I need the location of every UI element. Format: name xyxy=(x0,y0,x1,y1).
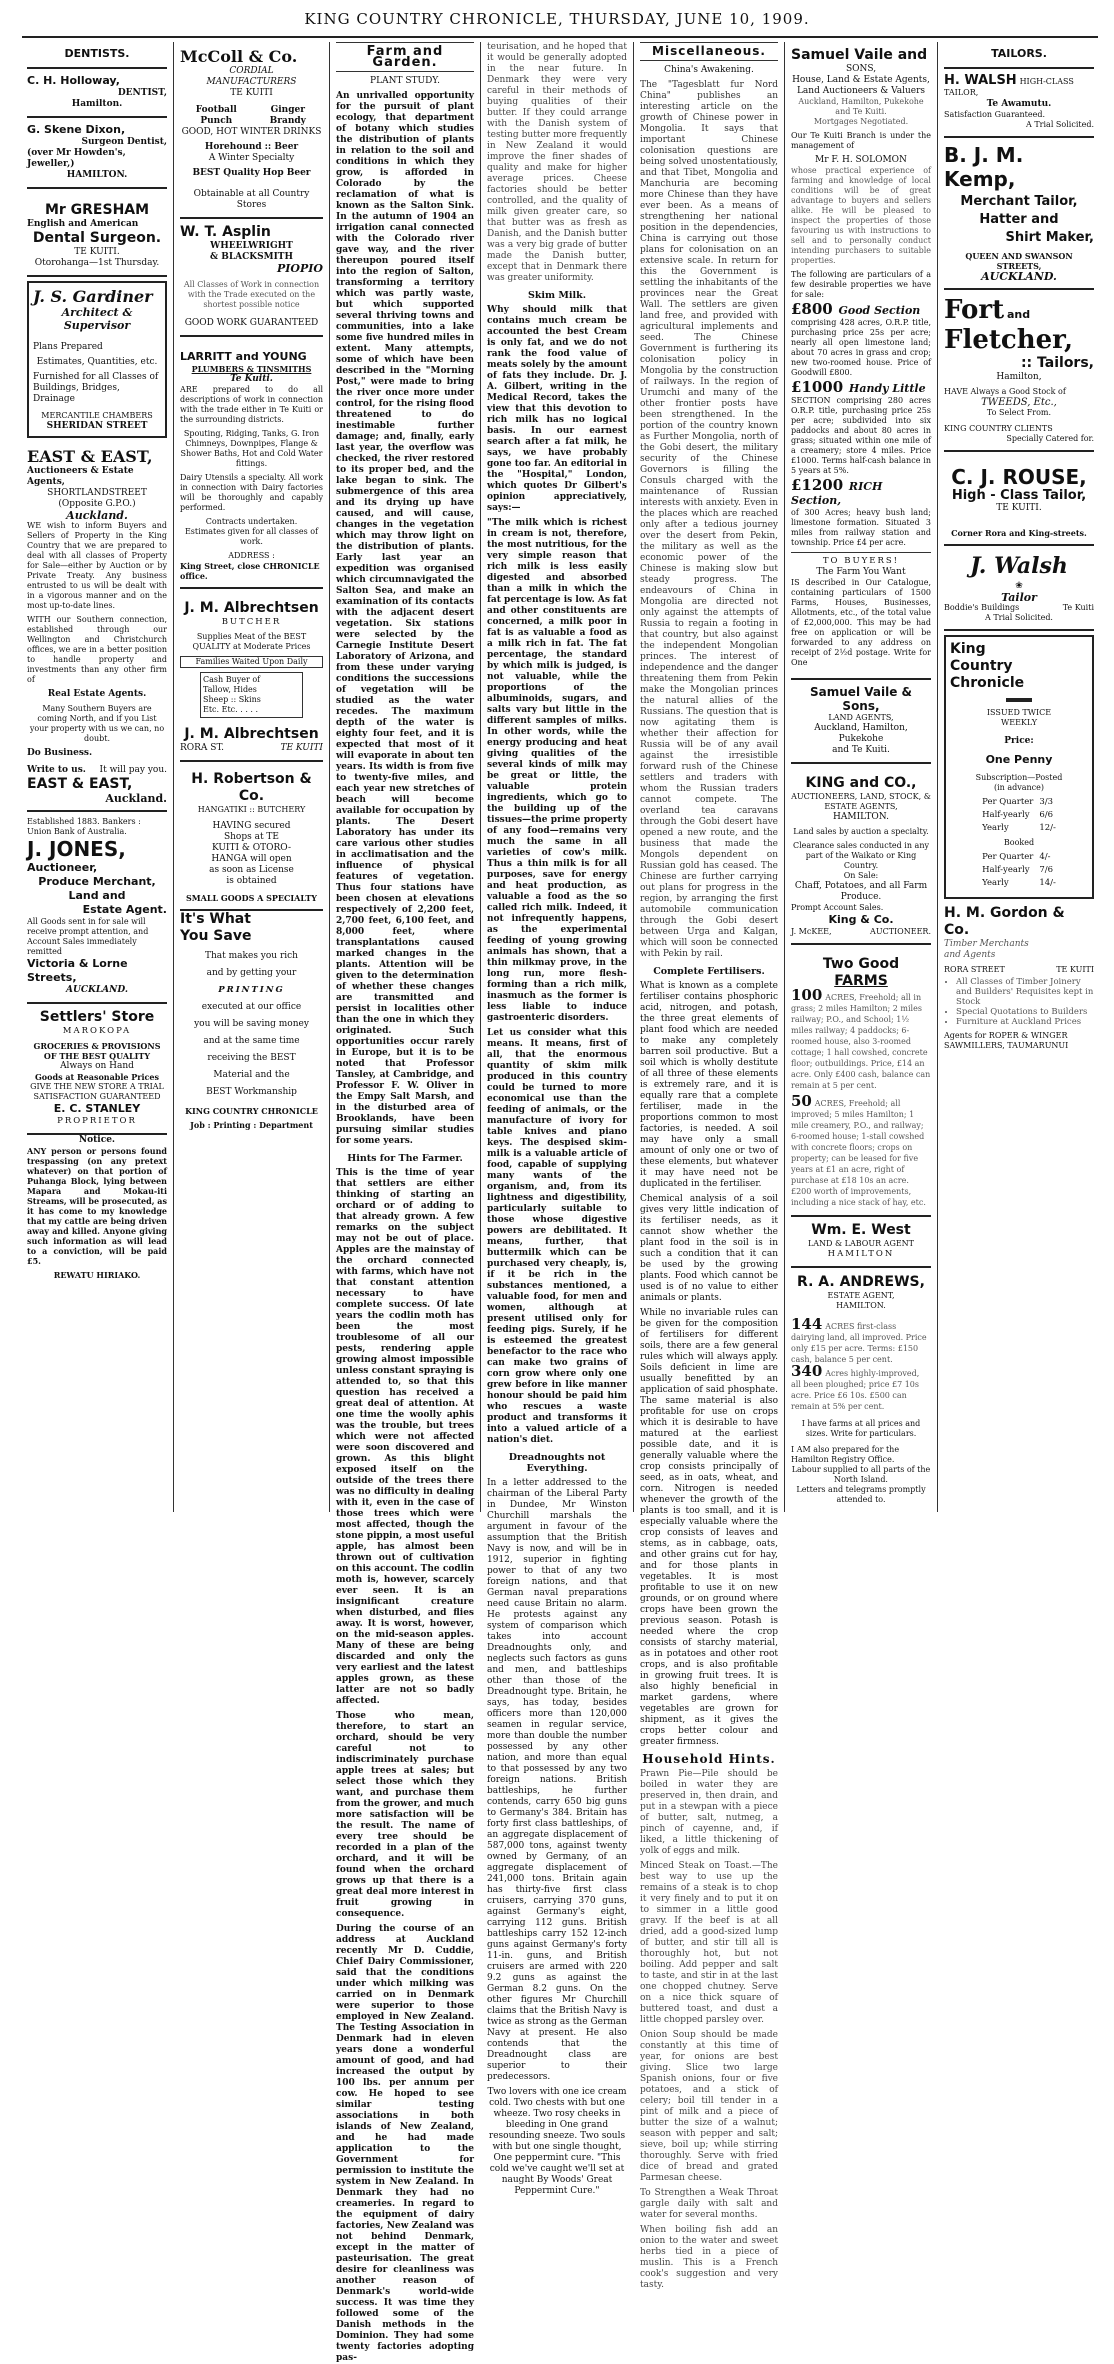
ad-rouse: C. J. ROUSE, High - Class Tailor, TE KUITI. Corner Rora and King-streets. xyxy=(944,452,1094,546)
column-divider xyxy=(937,42,938,1512)
ad-fort-fletcher: Fort and Fletcher, :: Tailors, Hamilton, HAVE Always a Good Stock of TWEEDS, Etc., To Select From. KING COUNTRY CLIENTS Specially Catered for. xyxy=(944,290,1094,452)
article-body: The "Tagesblatt fur Nord China" publishes an interesting article on the growth of Chinese power in Mongolia. It says that important Chinese colonisation questions are being solved unostentatiously, and that Tibet, Mongolia and Manchuria are becoming more Chinese than they have ever been. As a means of strengthening her national position in the dependencies, China is carrying out those plans for colonisation on an extensive scale. In return for this the Government is settling the inhabitants of the provinces near the Great Wall. The settlers are given land free, and provided with agricultural implements and seed. The Chinese Government is furthering its colonisation policy in Mongolia by the construction of railways. In the region of Urumchi and many of the other frontier posts have been strengthened. In the portion of the country known as Further Mongolia, north of the Gobi desert, the military security of the Chinese Governors is filling the Consuls charged with the maintenance of Russian interests with anxiety. Even in the places which are reached only after a tedious journey over the desert from Pekin, the military as well as the economic power of the Chinese is making slow but steady progress. The endeavours of China in Mongolia are directed not only against the attempts of Russia to regain a footing in that country, but also against the independent Mongolian princes. The interest of independence and the danger threatening them from Pekin make the Mongolian princes the natural allies of the Russians. The question that is now agitating them is whether their affection for Russia will be of any avail against the irresistible forward rush of the Chinese settlers and traders with whom the Russian traders cannot compete. The overland tea caravans through the Gobi desert have opened a new route, and the business that made the Mongols dependent on Russian gold has ceased. The Chinese are further carrying out plans for progress in the region, by arranging the first automobile communication through the Gobi desert between Urga and Kalgan, which will soon be connected with Pekin by rail. xyxy=(640,80,778,959)
article-heading: Complete Fertilisers. xyxy=(653,966,765,977)
masthead: KING COUNTRY CHRONICLE, THURSDAY, JUNE 10, 1909. xyxy=(304,10,810,28)
ad-two-good-farms: Two Good FARMS 100 ACRES, Freehold; all in grass; 2 miles Hamilton; 2 miles railway; P.O., and School; 1½ miles railway; 4 paddocks; 6-roomed house, also 3-roomed cottage; 1 hall cowshed, concrete floor; outbuildings. Price, £14 an acre. Only £400 cash, balance can remain at 5 per cent. 50 ACRES, Freehold; all improved; 5 miles Hamilton; 1 mile creamery, P.O., and railway; 6-roomed house; 1-stall cowshed with concrete floors; crops on property; can be leased for five years at £1 an acre, right of purchase at £18 10s an acre. £200 worth of improvements, including a nice stack of hay, etc. xyxy=(791,945,931,1217)
article-body: Onion Soup should be made constantly at this time of year, for onions are best giving. Slice two large Spanish onions, four or five potatoes, and a stick of celery; boil till tender in a pint of milk and a piece of butter the size of a walnut; season with pepper and salt; sieve, boil up; while stirring thoroughly. Serve with fried dice of bread and grated Parmesan cheese. xyxy=(640,2030,778,2183)
article-body: To Strengthen a Weak Throat gargle daily with salt and water for several months. xyxy=(640,2188,778,2220)
ad-asplin: W. T. Asplin WHEELWRIGHT & BLACKSMITH PIOPIO All Classes of Work in connection with the Trade executed on the shortest possible notice GOOD WORK GUARANTEED xyxy=(180,219,323,337)
article-body: Prawn Pie—Pile should be boiled in water they are preserved in, then drain, and put in a stewpan with a piece of butter, salt, nutmeg, a pinch of cayenne, and, if liked, a little thickening of yolk of eggs and milk. xyxy=(640,1769,778,1856)
article-body: What is known as a complete fertiliser contains phosphoric acid, nitrogen, and potash, the three great elements of plant food which are needed to make any completely barren soil productive. But a soil which is wholly destitute of all three of these elements is extremely rare, and it is equally rare that a complete fertiliser, made in the proportions common to most factories, is needed. A soil may have only a small amount of only one or two of these elements, but whatever it may have need not be duplicated in the fertiliser. xyxy=(640,981,778,1189)
article-heading: Hints for The Farmer. xyxy=(347,1153,463,1164)
section-title: Farm and Garden. xyxy=(336,42,474,72)
article-body: While no invariable rules can be given for the composition of fertilisers for different soils, there are a few general rules which will always apply. Soils deficient in lime are usually benefitted by an application of said phosphate. The same material is also profitable for use on crops which it is desirable to have matured at the earliest possible date, and it is generally valuable where the crop consists principally of seed, as in oats, wheat, and corn. Nitrogen is needed whenever the growth of the plants is too small, and it is especially valuable where the crop consists of leaves and stems, as in cabbage, oats, and other grains cut for hay, and for those plants in vegetables. It is most profitable to use it on new grounds, or on ground where crops have been grown the previous season. Potash is needed where the crop consists of starchy material, as in potatoes and other root crops, and is also profitable in growing fruit trees. It is also highly beneficial in market gardens, where vegetables are grown for shipment, as it gives the crops better colour and greater firmness. xyxy=(640,1308,778,1747)
article-body: teurisation, and he hoped that it would be generally adopted in the near future. In Denmark they were very careful in their methods of buying qualities of their butter. If they could arrange with the Danish system of testing butter more frequently in New Zealand it would improve the finer shades of quality and make for higher average prices. Cheese factories should be better controlled, and the quality of milk given greater care, so that butter was as fresh as Danish, and the Danish butter was a very big grade of butter made the Danish butter, except that in Denmark there was greater uniformity. xyxy=(487,42,627,283)
column-7 xyxy=(939,42,1099,1512)
dentists-header: DENTISTS. xyxy=(27,42,167,69)
column-3 xyxy=(331,42,479,2363)
ad-mccoll: McColl & Co. CORDIAL MANUFACTURERS TE KUITI Football Punch Ginger Brandy GOOD, HOT WINTER DRINKS Horehound :: Beer A Winter Specialty BEST Quality Hop Beer Obtainable at all Country Stores xyxy=(180,42,323,219)
ad-chronicle-subscription: King Country Chronicle ISSUED TWICE WEEKLY Price: One Penny Subscription—Posted (in advance) Per Quarter 3/3 Half-yearly 6/6 Yearly 12/- Booked Per Quarter 4/- Half-yearly 7/6 Yearly 14/- xyxy=(944,635,1094,899)
ad-jones: Established 1883. Bankers : Union Bank of Australia. J. JONES, Auctioneer, Produce Merchant, Land and Estate Agent. All Goods sent in for sale will receive prompt attention, and Account Sales immediately remitted Victoria & Lorne Streets, AUCKLAND. xyxy=(27,812,167,1004)
crest-icon: ❀ xyxy=(1015,581,1023,591)
subscription-table: Per Quarter 4/- Half-yearly 7/6 Yearly 14/- xyxy=(982,852,1056,888)
ad-king-and-co: KING and CO., AUCTIONEERS, LAND, STOCK, & ESTATE AGENTS, HAMILTON. Land sales by auction a specialty. Clearance sales conducted in any part of the Waikato or King Country. On Sale: Chaff, Potatoes, and all Farm Produce. Prompt Account Sales. King & Co. J. McKEE, AUCTIONEER. xyxy=(791,764,931,945)
article-body: In a letter addressed to the chairman of the Liberal Party in Dundee, Mr Winston Churchill marshals the argument in favour of the assumption that the British Navy is now, and will be in 1912, superior in fighting power to that of any two foreign nations, and that German naval preparations need cause Britain no alarm. He protests against any system of comparison which takes into account Dreadnoughts only, and neglects such factors as guns and men, and battleships other than those of the Dreadnought type. Britain, he says, has today, besides officers more than 120,000 seamen in regular service, more than double the number possessed by any other nation, and more than equal to that possessed by any two foreign nations. British battleships, he further contends, carry 650 big guns to Germany's 384. Britain has forty first class battleships, of an aggregate displacement of 587,000 tons, against twenty owned by Germany, of an aggregate displacement of 241,000 tons. Britain again has thirty-five first class cruisers, carrying 370 guns, against Germany's eight, carrying 112 guns. British battleships carry 152 12-inch guns against Germany's forty 11-in. guns, and British cruisers are armed with 220 9.2 guns as against the German 8.2 guns. On the other figures Mr Churchill claims that the British Navy is twice as strong as the German Navy at present. He also contends that the Dreadnought class are superior to their predecessors. xyxy=(487,1478,627,2082)
ad-gardiner: J. S. Gardiner Architect & Supervisor Plans Prepared Estimates, Quantities, etc. Furnished for all Classes of Buildings, Bridges, Drainage MERCANTILE CHAMBERS SHERIDAN STREET xyxy=(27,281,167,438)
article-body: Why should milk that contains much cream be accounted the best Cream is only fat, and we do not rank the food value of meats solely by the amount of fats they include. Dr. J. A. Gilbert, writing in the Medical Record, takes the view that this devotion to rich milk has no logical basis. In our earnest search after a fat milk, he says, we have probably gone too far. An editorial in the "Hospital," London, which quotes Dr Gilbert's opinion appreciatively, says:— xyxy=(487,305,627,513)
ad-gordon: H. M. Gordon & Co. Timber Merchants and Agents RORA STREET TE KUITI • All Classes of Timber Joinery and Builders' Requisites kept in Stock • Special Quotations to Builders • Furniture at Auckland Prices Agents for ROPER & WINGER SAWMILLERS, TAUMARUNUI xyxy=(944,905,1094,1051)
ad-larritt-young: LARRITT and YOUNG PLUMBERS & TINSMITHS Te Kuiti. ARE prepared to do all descriptions of work in connection with the trade either in Te Kuiti or the surrounding districts. Spouting, Ridging, Tanks, G. Iron Chimneys, Downpipes, Flange & Shower Baths, Hot and Cold Water fittings. Dairy Utensils a specialty. All work in connection with Dairy factories will be thoroughly and capably performed. Contracts undertaken. Estimates given for all classes of work. ADDRESS : King Street, close CHRONICLE office. xyxy=(180,337,323,589)
column-divider xyxy=(480,42,481,1512)
article-heading: Household Hints. xyxy=(642,1752,776,1766)
ad-dixon: G. Skene Dixon, Surgeon Dentist, (over Mr Howden's, Jeweller,) HAMILTON. xyxy=(27,118,167,189)
article-body: Those who mean, therefore, to start an orchard, should be very careful not to indiscriminately purchase apple trees at sales; but select those which they want, and purchase them from the grower, and much more satisfaction will be the result. The name of every tree should be recorded in a plan of the orchard, and it will be found when the orchard grows up that there is a great deal more interest in fruit growing in consequence. xyxy=(336,1711,474,1919)
column-4 xyxy=(482,42,632,2196)
column-5 xyxy=(635,42,783,2290)
article-heading: China's Awakening. xyxy=(664,65,754,75)
ad-holloway: C. H. Holloway, DENTIST, Hamilton. xyxy=(27,69,167,118)
ad-samuel-vaile-sons: Samuel Vaile & Sons, LAND AGENTS, Auckland, Hamilton, Pukekohe and Te Kuiti. xyxy=(791,680,931,764)
article-body: Let us consider what this means. It means, first of all, that the enormous quantity of skim milk produced in this country could be turned to more economical use than the feeding of animals, or the manufacture of ivory for table knives and piano keys. The despised skim-milk is a valuable article of food, capable of supplying many wants of the organism, and, from its lightness and digestibility, particularly suitable to those whose digestive powers are debilitated. It means, further, that buttermilk which can be purchased very cheaply, is, if it be rich in the substances mentioned, a valuable food, for men and women, although at present utilised only for feeding pigs. Surely, if he is esteemed the greatest benefactor to the race who can make two grains of corn grow where only one grew before in like manner honour should be paid him who rescues a waste product and transforms it into a valued article of a nation's diet. xyxy=(487,1028,627,1445)
article-body: Two lovers with one ice cream cold. Two chests with but one wheeze. Two rosy cheeks in bleeding in One grand resounding sneeze. Two souls with but one single thought, One peppermint cure. "This cold we've caught we'll set at naught By Woods' Great Peppermint Cure." xyxy=(487,2087,627,2196)
article-heading: PLANT STUDY. xyxy=(370,76,440,86)
column-2 xyxy=(175,42,328,1512)
ad-andrews: R. A. ANDREWS, ESTATE AGENT, HAMILTON. 144 ACRES first-class dairying land, all improved. Price only £15 per acre. Terms: £150 cash, balance 5 per cent. 340 Acres highly-improved, all been ploughed; price £7 10s acre. Price £6 10s. £500 can remain at 5% per cent. I have farms at all prices and sizes. Write for particulars. I AM also prepared for the Hamilton Registry Office. Labour supplied to all parts of the North Island. Letters and telegrams promptly attended to. xyxy=(791,1274,931,1504)
article-body: An unrivalled opportunity for the pursuit of plant ecology, that department of botany which studies the distribution of plants in relation to the soil and conditions in which they grow, is afforded in Colorado by the reclamation of what is known as the Salton Sink. In the autumn of 1904 an irrigation canal connected with the Colorado river gave way, and the river thereupon poured itself into the region of Salton, transforming a territory which was partly waste, but which supported several thriving towns and communities, into a lake some five hundred miles in extent. Many attempts, some of which have been described in the "Morning Post," were made to bring the river once more under control, for the rising flood threatened to do inestimable further damage; and, finally, early last year, the overflow was checked, the river restored to its proper bed, and the lake began to sink. The submergence of this area and its drying up have caused, and will cause, changes in the vegetation which may throw light on the distribution of plants. Early last year an expedition was organised which circumnavigated the Salton Sea, and make an examination of its contacts with the adjacent desert vegetation. Six stations were selected by the Carnegie Institute Desert Laboratory of Arizona, and from these under varying conditions the successions of vegetation will be studied as the water recedes. The maximum depth of the water is eighty four feet, and it is expected that most of it will evaporate in about ten years. Its width is from five to twenty-five miles, and each year new stretches of beach will become available for occupation by plants. The Desert Laboratory has under its care various other studies in acclimatisation and the influence of physical features of vegetation. Thus four stations have been chosen at elevations respectively of 2,200 feet, 2,700 feet, 6,100 feet, and 8,000 feet, where transplantations caused marked changes in the plants. Attention will be given to the determination of whether these changes are transmitted and persist in localities other than the one in which they originated. Such opportunities occur rarely in Europe, but it is to be noted that Professor Tansley, at Cambridge, and Professor F. W. Oliver in the Empy Salt Marsh, and in the disturbed area of Brooklands, have been pursuing similar studies for some years. xyxy=(336,91,474,1146)
article-body: When boiling fish add an onion to the water and sweet herbs tied in a piece of muslin. This is a French cook's suggestion and very tasty. xyxy=(640,2225,778,2290)
article-body: Chemical analysis of a soil gives very little indication of its fertiliser needs, as it cannot show whether the plant food in the soil is in such a condition that it can be used by the growing plants. Food which cannot be used is of no value to either animals or plants. xyxy=(640,1194,778,1303)
article-body: This is the time of year that settlers are either thinking of starting an orchard or of adding to that already grown. A few remarks on the subject may not be out of place. Apples are the mainstay of the orchard connected with farms, which have not that constant attention necessary to have complete success. Of late years the codlin moth has been the most troublesome of all our pests, rendering apple growing almost impossible unless constant spraying is attended to, so that this question has received a great deal of attention. At one time the woolly aphis was the trouble, but trees which were not affected were soon discovered and grown. As this blight exposed itself on the outside of the trees there was no difficulty in dealing with it, even in the case of those trees which were most affected, though the stone pippin, a most useful apple, has almost been thrown out of cultivation on this account. The codlin moth is, however, scarcely ever seen. It is an insignificant creature when disturbed, and flies away. It is worst, however, on the mid-season apples. Many of these are being discarded and only the very earliest and the latest apples grown, as these latter are not so badly affected. xyxy=(336,1168,474,1706)
ad-east-and-east: EAST & EAST, Auctioneers & Estate Agents, SHORTLANDSTREET (Opposite G.P.O.) Auckland. WE wish to inform Buyers and Sellers of Property in the King Country that we are prepared to deal with all classes of Property for Sale—either by Auction or by Private Treaty. Any business entrusted to us will be dealt with in a vigorous manner and on the most up-to-date lines. WITH our Southern connection, established through our Wellington and Christchurch offices, we are in a better position to handle property and investments than any other firm of Real Estate Agents. Many Southern Buyers are coming North, and if you List your property with us we can, no doubt. Do Business. Write to us. It will pay you. EAST & EAST, Auckland. xyxy=(27,442,167,812)
ad-j-walsh: J. Walsh ❀ Tailor Boddie's Buildings Te Kuiti A Trial Solicited. xyxy=(944,546,1094,631)
ad-settlers-store: Settlers' Store MAROKOPA GROCERIES & PROVISIONS OF THE BEST QUALITY Always on Hand Goods at Reasonable Prices GIVE THE NEW STORE A TRIAL SATISFACTION GUARANTEED E. C. STANLEY PROPRIETOR xyxy=(27,1004,167,1135)
tailors-header: TAILORS. xyxy=(944,42,1094,69)
section-title: Miscellaneous. xyxy=(640,42,778,61)
ad-robertson: H. Robertson & Co. HANGATIKI :: BUTCHERY HAVING secured Shops at TE KUITI & OTORO- HANGA will open as soon as License is obtained SMALL GOODS A SPECIALTY xyxy=(180,762,323,911)
article-body: Minced Steak on Toast.—The best way to use up the remains of a steak is to chop it very finely and to put it on to simmer in a little good gravy. If the beef is at all dried, add a good-sized lump of butter, and stir till all is thoroughly hot, but not boiling. Add pepper and salt to taste, and stir in at the last one chopped chutney. Serve on a nice thick square of buttered toast, and dust a little chopped parsley over. xyxy=(640,1861,778,2025)
ad-printing: It's What You Save That makes you rich and by getting your PRINTING executed at our office you will be saving money and at the same time receiving the BEST Material and the BEST Workmanship KING COUNTRY CHRONICLE Job : Printing : Department xyxy=(180,911,318,1130)
ad-samuel-vaile: Samuel Vaile and SONS, House, Land & Estate Agents, Land Auctioneers & Valuers Auckland, Hamilton, Pukekohe and Te Kuiti. Mortgages Negotiated. Our Te Kuiti Branch is under the management of Mr F. H. SOLOMON whose practical experience of farming and knowledge of local conditions will be of great advantage to buyers and sellers alike. He will be pleased to inspect the properties of those favouring us with instructions to sell and to personally conduct intending purchasers to suitable properties. The following are particulars of a few desirable properties we have for sale: £800 Good Section comprising 428 acres, O.R.P. title, purchasing price 25s per acre; nearly all open limestone land; about 70 acres in grass and crop; new two-roomed house. Price of Goodwill £800. £1000 Handy Little SECTION comprising 280 acres O.R.P. title, purchasing price 25s per acre; subdivided into six paddocks and about 80 acres in grass; situated within one mile of a creamery; store 4 miles. Price £1000. Terms half-cash balance in 5 years at 5%. £1200 RICH Section, of 300 Acres; heavy bush land; limestone formation. Situated 3 miles from railway station and township. Price £4 per acre. TO BUYERS! The Farm You Want IS described in Our Catalogue, containing particulars of 1500 Farms, Houses, Businesses, Allotments, etc., of the total value of £2,000,000. This may be had free on application or will be forwarded to any address on receipt of 2½d postage. Write for One xyxy=(791,42,931,680)
ad-kemp: B. J. M. Kemp, Merchant Tailor, Hatter and Shirt Maker, QUEEN AND SWANSON STREETS, AUCKLAND. xyxy=(944,138,1094,290)
column-1 xyxy=(22,42,172,1512)
ad-west: Wm. E. West LAND & LABOUR AGENT HAMILTON xyxy=(791,1217,931,1268)
article-heading: Skim Milk. xyxy=(527,290,587,301)
masthead-rule xyxy=(22,36,1098,38)
ad-gresham: Mr GRESHAM English and American Dental Surgeon. TE KUITI. Otorohanga—1st Thursday. xyxy=(27,189,167,277)
column-divider xyxy=(329,42,330,1512)
column-divider xyxy=(633,42,634,1512)
column-divider xyxy=(173,42,174,1512)
ad-albrechtsen: J. M. Albrechtsen BUTCHER Supplies Meat of the BEST QUALITY at Moderate Prices Families Waited Upon Daily Cash Buyer of Tallow, Hides Sheep :: Skins Etc. Etc. . . . . J. M. Albrechtsen RORA ST. TE KUITI xyxy=(180,589,323,762)
article-body: During the course of an address at Auckland recently Mr D. Cuddie, Chief Dairy Commissioner, said that the conditions under which milking was carried on in Denmark were superior to those employed in New Zealand. The Testing Association in Denmark had in eleven years done a wonderful amount of good, and had increased the output by 100 lbs. per annum per cow. He hoped to see similar testing associations in both islands of New Zealand, and he had made application to the Government for permission to institute the system in New Zealand. In Denmark they had no creameries. In regard to the equipment of dairy factories, New Zealand was not behind Denmark, except in the matter of pasteurisation. The great desire for cleanliness was another reason of Denmark's world-wide success. It was time they followed some of the Danish methods in the Dominion. They had some twenty factories adopting pas- xyxy=(336,1924,474,2363)
article-heading: Dreadnoughts not Everything. xyxy=(508,1452,606,1474)
ad-h-walsh: H. WALSH HIGH-CLASS TAILOR, Te Awamutu. Satisfaction Guaranteed. A Trial Solicited. xyxy=(944,69,1094,138)
article-body: "The milk which is richest in cream is not, therefore, the most nutritious, for the very simple reason that rich milk is less easily digested and absorbed than a milk in which the fat percentage is low. As fat and other constituents are concerned, a milk poor in fat is as valuable a food as a milk rich in fat. The fat percentage, the standard by which milk is judged, is not valuable, while the proportions of the albuminoids, sugars, and salts vary but little in the different samples of milks. In other words, while the energy producing and heat giving qualities of the several kinds of milk may be great or little, the valuable protein ingredients, which go to the building up of the tissues—the prime property of any food—remains very much the same in all varieties of cow's milk. Thus a thin milk is for all purposes, save for energy and heat production, as valuable a food as the so called rich milk. Indeed, it not infrequently happens, as the experimental feeding of young growing animals has shown, that a thin milkmay prove, in the long run, more flesh-forming than a rich milk, inasmuch as the former is less liable to induce gastroenteric disorders. xyxy=(487,518,627,1023)
ad-notice: Notice. ANY person or persons found trespassing (on any pretext whatever) on that portion of Puhanga Block, lying between Mapara and Mokau-iti Streams, will be prosecuted, as it has come to my knowledge that my cattle are being driven away and killed. Anyone giving such information as will lead to a conviction, will be paid £5. REWATU HIRIAKO. xyxy=(27,1135,167,1280)
subscription-table: Per Quarter 3/3 Half-yearly 6/6 Yearly 12/- xyxy=(982,797,1056,833)
column-6 xyxy=(786,42,936,1512)
column-divider xyxy=(784,42,785,1512)
